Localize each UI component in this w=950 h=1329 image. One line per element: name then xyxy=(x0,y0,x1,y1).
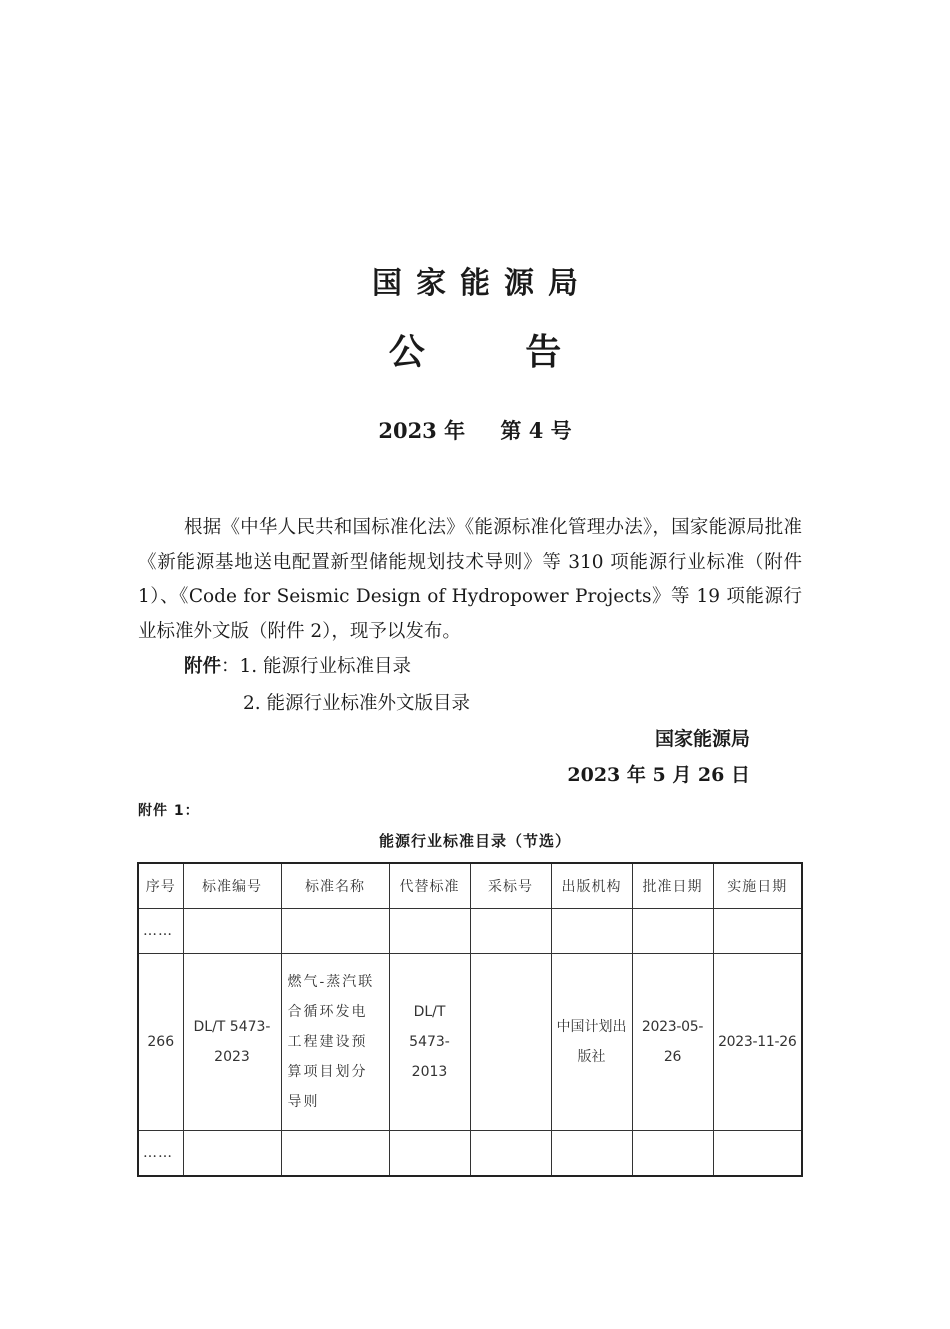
col-header-name: 标准名称 xyxy=(281,863,389,909)
announcement-paragraph: 根据《中华人民共和国标准化法》《能源标准化管理办法》，国家能源局批准《新能源基地送电配置新型储能规划技术导则》等 310 项能源行业标准（附件 1）、《Code for Seismic Design of Hydropower Projects》等 19 项能源行业标准外文版（附件 2），现予以发布。 xyxy=(138,517,802,642)
table-row xyxy=(138,954,802,1131)
ellipsis-cell: …… xyxy=(138,909,183,954)
agency-title: 国家能源局 xyxy=(372,266,592,301)
col-header-std-no: 标准编号 xyxy=(183,863,281,909)
attachment-1-text: ：1. 能源行业标准目录 xyxy=(221,656,412,677)
cell-adopted xyxy=(470,954,551,1131)
table-row-ellipsis-top xyxy=(138,909,802,954)
col-header-effective: 实施日期 xyxy=(713,863,802,909)
document-issue: 第 4 号 xyxy=(500,418,572,443)
signature-agency: 国家能源局 xyxy=(654,728,750,750)
col-header-approval: 批准日期 xyxy=(632,863,713,909)
appendix-label: 附件 1： xyxy=(138,803,200,819)
document-type: 公 告 xyxy=(388,332,606,373)
table-title: 能源行业标准目录（节选） xyxy=(378,832,571,850)
attachments-prefix: 附件 xyxy=(184,656,222,677)
attachment-list-item-1 xyxy=(184,650,411,684)
cell-seq: 266 xyxy=(138,954,183,1131)
ellipsis-cell: …… xyxy=(138,1131,183,1177)
col-header-replaces: 代替标准 xyxy=(389,863,470,909)
col-header-adopted: 采标号 xyxy=(470,863,551,909)
cell-std-no: DL/T 5473-2023 xyxy=(183,954,281,1131)
cell-publisher: 中国计划出版社 xyxy=(551,954,632,1131)
cell-effective-date: 2023-11-26 xyxy=(713,954,802,1131)
standards-table xyxy=(137,862,803,1177)
col-header-seq: 序号 xyxy=(138,863,183,909)
signature-date: 2023 年 5 月 26 日 xyxy=(567,764,750,786)
col-header-publisher: 出版机构 xyxy=(551,863,632,909)
attachment-list-item-2: 2. 能源行业标准外文版目录 xyxy=(243,693,471,714)
table-header-row xyxy=(138,863,802,909)
cell-approval-date: 2023-05-26 xyxy=(632,954,713,1131)
cell-replaces: DL/T 5473-2013 xyxy=(389,954,470,1131)
table-row-ellipsis-bottom xyxy=(138,1131,802,1177)
document-number xyxy=(0,415,950,445)
cell-name: 燃气-蒸汽联合循环发电工程建设预算项目划分导则 xyxy=(281,954,389,1131)
document-year: 2023 年 xyxy=(378,418,466,443)
